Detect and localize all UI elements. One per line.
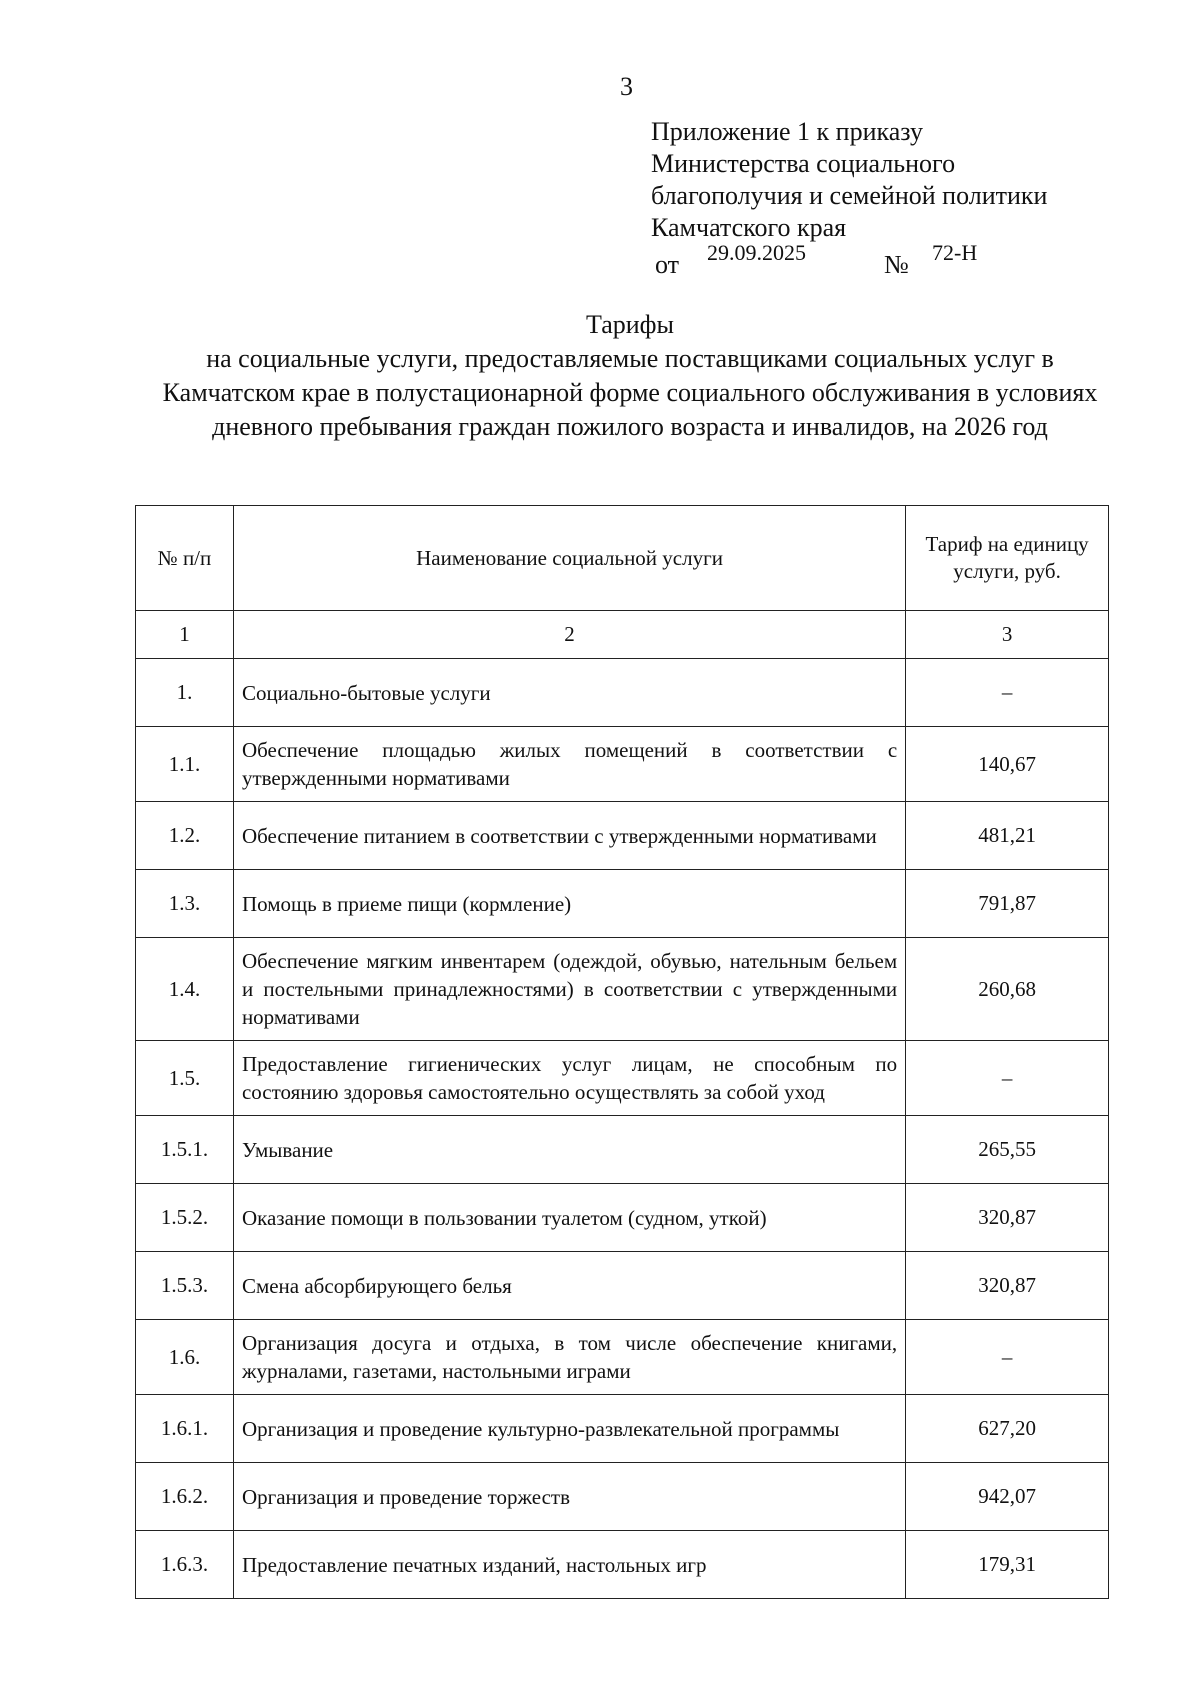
column-number-row bbox=[136, 611, 1109, 659]
row-index: 1. bbox=[136, 659, 234, 727]
row-index: 1.6. bbox=[136, 1320, 234, 1395]
tariffs-table bbox=[135, 505, 1109, 1599]
row-tariff: 320,87 bbox=[906, 1252, 1109, 1320]
row-service-name: Организация досуга и отдыха, в том числе обеспечение книгами, журналами, газетами, настольными играми bbox=[233, 1320, 905, 1395]
table-row bbox=[136, 1252, 1109, 1320]
row-tariff: – bbox=[906, 1320, 1109, 1395]
row-tariff: 320,87 bbox=[906, 1184, 1109, 1252]
row-tariff: 627,20 bbox=[906, 1395, 1109, 1463]
row-service-name: Обеспечение площадью жилых помещений в соответствии с утвержденными нормативами bbox=[233, 727, 905, 802]
order-date: 29.09.2025 bbox=[707, 240, 806, 265]
table-header-row bbox=[136, 506, 1109, 611]
column-number-2: 2 bbox=[233, 611, 905, 659]
row-service-name: Предоставление печатных изданий, настольных игр bbox=[233, 1531, 905, 1599]
row-service-name: Предоставление гигиенических услуг лицам, не способным по состоянию здоровья самостоятельно осуществлять за собой уход bbox=[233, 1041, 905, 1116]
row-index: 1.6.3. bbox=[136, 1531, 234, 1599]
title-heading: Тарифы bbox=[585, 310, 674, 339]
row-tariff: 265,55 bbox=[906, 1116, 1109, 1184]
row-tariff: 791,87 bbox=[906, 870, 1109, 938]
table-row bbox=[136, 870, 1109, 938]
number-sign: № bbox=[884, 250, 909, 279]
page-number: 3 bbox=[620, 72, 633, 101]
row-service-name: Организация и проведение торжеств bbox=[233, 1463, 905, 1531]
row-index: 1.3. bbox=[136, 870, 234, 938]
table-row bbox=[136, 1320, 1109, 1395]
row-service-name: Обеспечение мягким инвентарем (одеждой, обувью, нательным бельем и постельными принадлежностями) в соответствии с утвержденными нормативами bbox=[233, 938, 905, 1041]
row-tariff: 179,31 bbox=[906, 1531, 1109, 1599]
row-index: 1.2. bbox=[136, 802, 234, 870]
order-number: 72-Н bbox=[932, 240, 978, 265]
table-row bbox=[136, 802, 1109, 870]
appendix-line-2: Министерства социального bbox=[651, 149, 956, 178]
header-service-name: Наименование социальной услуги bbox=[233, 506, 905, 611]
header-number: № п/п bbox=[136, 506, 234, 611]
row-index: 1.5.1. bbox=[136, 1116, 234, 1184]
row-index: 1.4. bbox=[136, 938, 234, 1041]
table-row bbox=[136, 1184, 1109, 1252]
table-row bbox=[136, 1395, 1109, 1463]
table-row bbox=[136, 938, 1109, 1041]
row-tariff: – bbox=[906, 1041, 1109, 1116]
row-tariff: 942,07 bbox=[906, 1463, 1109, 1531]
appendix-line-3: благополучия и семейной политики bbox=[651, 181, 1048, 210]
row-index: 1.5. bbox=[136, 1041, 234, 1116]
row-service-name: Умывание bbox=[233, 1116, 905, 1184]
appendix-line-1: Приложение 1 к приказу bbox=[651, 117, 924, 146]
row-index: 1.6.2. bbox=[136, 1463, 234, 1531]
row-service-name: Социально-бытовые услуги bbox=[233, 659, 905, 727]
row-index: 1.5.3. bbox=[136, 1252, 234, 1320]
row-index: 1.6.1. bbox=[136, 1395, 234, 1463]
table-row bbox=[136, 659, 1109, 727]
order-date-number bbox=[655, 240, 1015, 279]
document-title bbox=[150, 308, 1110, 444]
table-row bbox=[136, 1116, 1109, 1184]
column-number-3: 3 bbox=[906, 611, 1109, 659]
appendix-line-4: Камчатского края bbox=[651, 213, 847, 242]
row-index: 1.5.2. bbox=[136, 1184, 234, 1252]
row-tariff: – bbox=[906, 659, 1109, 727]
row-tariff: 140,67 bbox=[906, 727, 1109, 802]
table-row bbox=[136, 1463, 1109, 1531]
table-row bbox=[136, 1531, 1109, 1599]
table-row bbox=[136, 1041, 1109, 1116]
column-number-1: 1 bbox=[136, 611, 234, 659]
row-tariff: 481,21 bbox=[906, 802, 1109, 870]
row-service-name: Помощь в приеме пищи (кормление) bbox=[233, 870, 905, 938]
row-service-name: Организация и проведение культурно-развлекательной программы bbox=[233, 1395, 905, 1463]
row-service-name: Смена абсорбирующего белья bbox=[233, 1252, 905, 1320]
row-tariff: 260,68 bbox=[906, 938, 1109, 1041]
title-subtitle: на социальные услуги, предоставляемые поставщиками социальных услуг в Камчатском крае в полустационарной форме социального обслуживания в условиях дневного пребывания граждан пожилого возраста и инвалидов, на 2026 год bbox=[162, 344, 1098, 441]
date-prefix: от bbox=[655, 250, 680, 279]
row-service-name: Оказание помощи в пользовании туалетом (судном, уткой) bbox=[233, 1184, 905, 1252]
header-tariff: Тариф на единицу услуги, руб. bbox=[906, 506, 1109, 611]
row-service-name: Обеспечение питанием в соответствии с утвержденными нормативами bbox=[233, 802, 905, 870]
table-row bbox=[136, 727, 1109, 802]
row-index: 1.1. bbox=[136, 727, 234, 802]
appendix-header bbox=[651, 116, 1047, 244]
